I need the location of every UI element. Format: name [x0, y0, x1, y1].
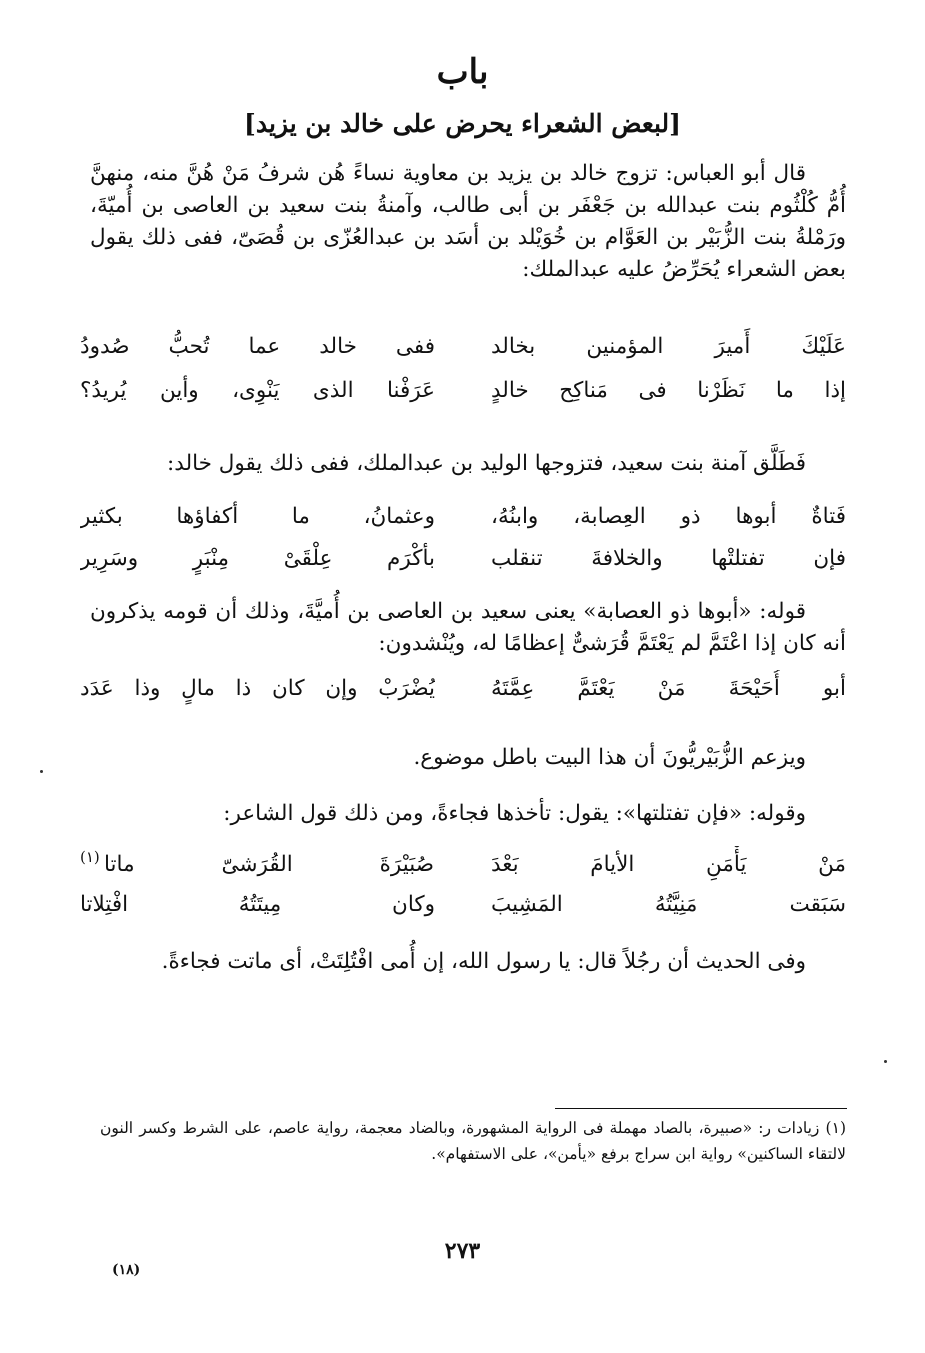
verse-2-second-hemistich: عَرَفْنا الذى يَنْوِى، وأين يُريدُ؟	[80, 378, 435, 403]
chapter-heading: باب	[436, 52, 489, 92]
verse-line-5	[80, 670, 846, 708]
verse-4-first-hemistich: فإن تفتلتْها والخلافةَ تنقلب	[491, 546, 846, 571]
scan-speck	[884, 1060, 887, 1063]
verse-1-first-hemistich: عَلَيْكَ أَميرَ المؤمنين بخالد	[491, 334, 846, 359]
scan-speck	[40, 770, 43, 773]
verse-3-first-hemistich: فَتاةٌ أبوها ذو العِصابة، وابنُهُ،	[491, 504, 846, 529]
verse-7-second-hemistich: وكان مِيتَتُهُ افْتِلاتا	[80, 892, 435, 917]
section-title: [لبعض الشعراء يحرض على خالد بن يزيد]	[244, 109, 681, 138]
verse-line-1	[80, 328, 846, 366]
paragraph-3: قوله: «أبوها ذو العصابة» يعنى سعيد بن العاصى بن أُميَّةَ، وذلك أن قومه يذكرون أنه كان إذا اعْتَمَّ لم يَعْتَمَّ قُرَشىٌّ إعظامًا له، ويُنْشدون:	[90, 599, 846, 656]
paragraph-4: ويزعم الزُّبَيْريُّونَ أن هذا البيت باطل موضوع.	[413, 745, 806, 770]
signature-mark: (١٨)	[112, 1262, 141, 1278]
verse-line-6	[80, 846, 846, 884]
verse-6-first-hemistich: مَنْ يَأْمَنِ الأيامَ بَعْدَ	[491, 852, 846, 877]
verse-2-first-hemistich: إذا ما نَظَرْنا فى مَناكِح خالدٍ	[491, 378, 846, 403]
verse-7-first-hemistich: سَبَقت مَنِيَّتُهُ المَشِيبَ	[491, 892, 846, 917]
verse-6-second-hemistich: صُبَيْرَةَ القُرَشىّ ماتا	[104, 852, 434, 877]
verse-line-2	[80, 372, 846, 410]
footnote-divider	[555, 1108, 847, 1109]
paragraph-2: فَطَلَّق آمنة بنت سعيد، فتزوجها الوليد بن عبدالملك، ففى ذلك يقول خالد:	[167, 451, 806, 476]
verse-5-second-hemistich: يُضْرَبْ وإن كان ذا مالٍ وذا عَدَد	[80, 676, 435, 701]
paragraph-1: قال أبو العباس: تزوج خالد بن يزيد بن معاوية نساءً هُن شرفُ مَنْ هُنَّ منه، منهنَّ أُمُّ كُلْثُوم بنت عبدالله بن جَعْفَر بن أبى طالب، وآمنةُ بنت سعيد بن العاصى بن أُميّةَ، ورَمْلةُ بنت الزُّبَيْر بن العَوَّام بن خُوَيْلد بن أسَد بن عبدالعُزّى بن قُصَىّ، ففى ذلك يقول بعض الشعراء يُحَرِّضُ عليه عبدالملك:	[90, 161, 846, 282]
verse-line-7	[80, 886, 846, 924]
verse-line-3	[80, 498, 846, 536]
footnote-marker: (١)	[80, 848, 100, 866]
footnote-1: (١) زيادات ر: «صبيرة، بالصاد مهملة فى الرواية المشهورة، وبالضاد معجمة، رواية عاصم، على الشرط وكسر النون لالتقاء الساكنين» رواية ابن سراج برفع «يأمن»، على الاستفهام».	[100, 1119, 846, 1163]
verse-1-second-hemistich: ففى خالد عما تُحبُّ صُدودُ	[80, 334, 435, 359]
verse-5-first-hemistich: أبو أُحَيْحَةَ مَنْ يَعْتَمَّ عِمَّتَهُ	[491, 676, 846, 701]
verse-4-second-hemistich: بأكْرَم عِلْقَىْ مِنْبَرٍ وسَرِير	[80, 546, 435, 571]
paragraph-5: وقوله: «فإن تفتلتها»: يقول: تأخذها فجاءةً، ومن ذلك قول الشاعر:	[223, 801, 806, 826]
page-number: ٢٧٣	[444, 1238, 481, 1264]
paragraph-6: وفى الحديث أن رجُلاً قال: يا رسول الله، إن أُمى افْتُلِتَتْ، أى ماتت فجاءةً.	[161, 949, 806, 974]
verse-line-4	[80, 540, 846, 578]
verse-3-second-hemistich: وعثمانُ، ما أكفاؤها بكثير	[80, 504, 435, 529]
